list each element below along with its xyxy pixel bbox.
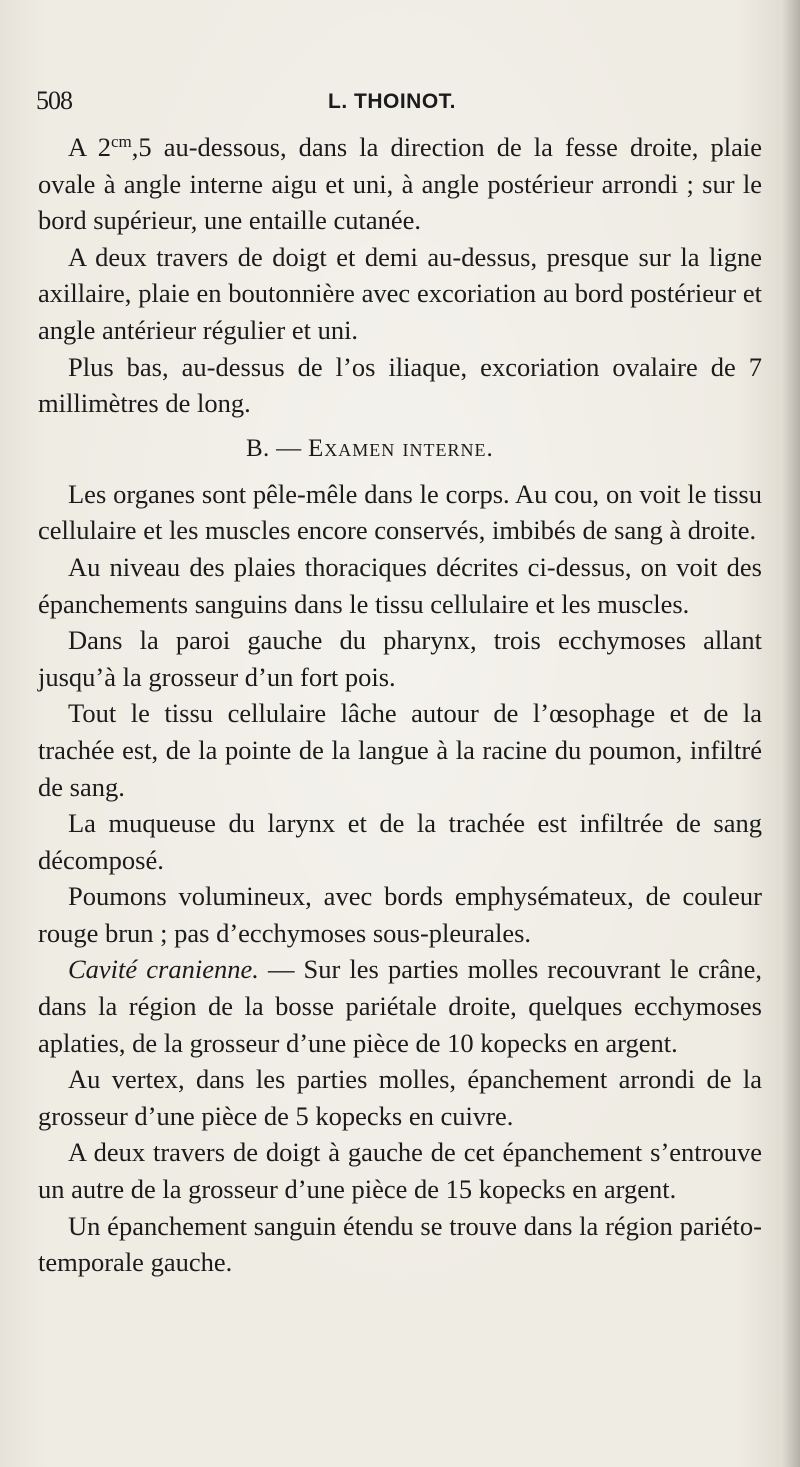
section-heading bbox=[38, 422, 762, 476]
subsection-title: Cavité cranienne. bbox=[68, 954, 259, 985]
paragraph-text: — Sur les parties molles recouvrant le crâne, dans la région de la bosse pariétale droite, quelques ecchymoses aplaties, de la grosseur d’une pièce de 10 kopecks en argent. bbox=[38, 954, 762, 1058]
paragraph: Au niveau des plaies thoraciques décrites ci-dessus, on voit des épanchements sanguins dans le tissu cellulaire et les muscles. bbox=[38, 551, 762, 619]
paragraph: A deux travers de doigt et demi au-dessus, presque sur la ligne axillaire, plaie en boutonnière avec excoriation au bord postérieur et angle antérieur régulier et uni. bbox=[38, 241, 762, 345]
paragraph-text: ,5 au-dessous, dans la direction de la fesse droite, plaie ovale à angle interne aigu et uni, à angle postérieur arrondi ; sur le bord supérieur, une entaille cutanée. bbox=[38, 132, 762, 236]
paragraph: Un épanchement sanguin étendu se trouve dans la région pariéto-temporale gauche. bbox=[38, 1210, 762, 1278]
paragraph: Poumons volumineux, avec bords emphysémateux, de couleur rouge brun ; pas d’ecchymoses sous-pleurales. bbox=[38, 881, 762, 948]
page-number: 508 bbox=[36, 86, 72, 115]
section-label: B. — bbox=[246, 434, 308, 462]
page-edge-shadow bbox=[782, 0, 800, 1467]
paragraph: Au vertex, dans les parties molles, épanchement arrondi de la grosseur d’une pièce de 5 kopecks en cuivre. bbox=[38, 1064, 762, 1131]
paragraph: Les organes sont pêle-mêle dans le corps. Au cou, on voit le tissu cellulaire et les muscles encore conservés, imbibés de sang à droite. bbox=[38, 478, 762, 546]
paragraph: A deux travers de doigt à gauche de cet épanchement s’entrouve un autre de la grosseur d’une pièce de 15 kopecks en argent. bbox=[38, 1137, 762, 1205]
section-title: Examen interne. bbox=[307, 434, 494, 462]
paragraph bbox=[38, 951, 762, 1061]
superscript-unit: cm bbox=[110, 132, 132, 151]
paragraph bbox=[38, 129, 762, 239]
paragraph: La muqueuse du larynx et de la trachée est infiltrée de sang décomposé. bbox=[38, 808, 762, 875]
running-head: L. THOINOT. bbox=[328, 90, 456, 113]
page-header bbox=[36, 86, 766, 120]
paragraph-text: A 2 bbox=[68, 132, 111, 162]
body-text bbox=[38, 129, 762, 1281]
paragraph: Plus bas, au-dessus de l’os iliaque, excoriation ovalaire de 7 millimètres de long. bbox=[38, 351, 762, 419]
paragraph: Dans la paroi gauche du pharynx, trois ecchymoses allant jusqu’à la grosseur d’un fort pois. bbox=[38, 625, 762, 692]
paragraph: Tout le tissu cellulaire lâche autour de l’œsophage et de la trachée est, de la pointe de la langue à la racine du poumon, infiltré de sang. bbox=[38, 698, 762, 802]
